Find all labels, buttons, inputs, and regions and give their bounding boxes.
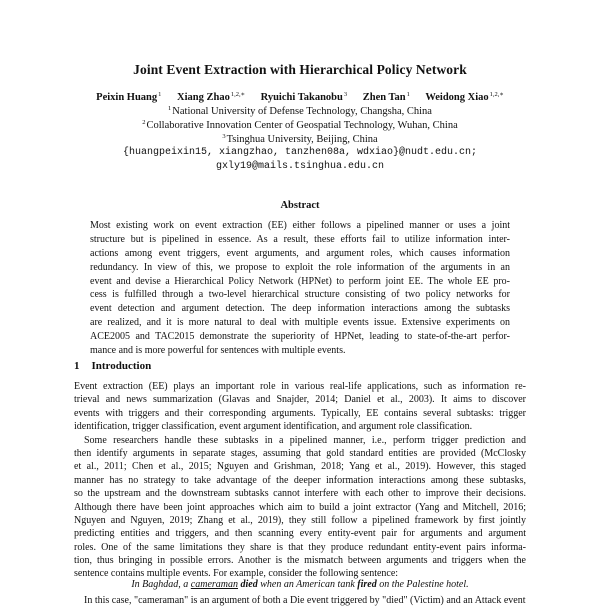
- example-trigger: died: [240, 579, 258, 590]
- affiliation-number: 2: [142, 119, 146, 126]
- abstract-line: event and devise a Hierarchical Policy Network (HPNet) to perform joint EE. The whole EE pro-: [90, 275, 510, 287]
- author-affiliation-mark: 1,2,∗: [489, 91, 504, 98]
- author-affiliation-mark: 3: [343, 91, 348, 98]
- body-line: trieval and news summarization (Glavas and Snajder, 2014; Daniel et al., 2003). It aims to discover: [74, 394, 526, 406]
- affiliation-text: National University of Defense Technology, Changsha, China: [172, 106, 432, 117]
- section-number: 1: [74, 360, 80, 372]
- abstract-line: are realized, and it is more natural to deal with multiple events issue. Extensive experiments on: [90, 317, 510, 329]
- abstract-body: [90, 219, 510, 358]
- author-name: Peixin Huang: [96, 92, 158, 103]
- affiliation-text: Collaborative Innovation Center of Geospatial Technology, Wuhan, China: [146, 120, 458, 131]
- author-name: Xiang Zhao: [177, 92, 230, 103]
- author-list: [0, 90, 600, 103]
- example-argument: cameraman: [190, 579, 239, 590]
- affiliation-text: Tsinghua University, Beijing, China: [226, 134, 378, 145]
- body-line: events with triggers and their corresponding arguments. Typically, EE contains several subtasks: trigger: [74, 407, 526, 419]
- abstract-line: Most existing work on event extraction (EE) either follows a pipelined manner or uses a joint: [90, 220, 510, 231]
- email-line: gxly19@mails.tsinghua.edu.cn: [215, 161, 385, 172]
- paper-title: Joint Event Extraction with Hierarchical Policy Network: [133, 62, 467, 77]
- body-line: manner has no strategy to take advantage of the deeper information interactions among these subtasks,: [74, 474, 526, 486]
- affiliation-number: 1: [168, 105, 172, 112]
- body-line: roles. One of the same limitations they share is that they produce redundant entity-event pairs informa-: [74, 541, 526, 553]
- example-text: when an American tank: [257, 579, 358, 590]
- abstract-heading: Abstract: [280, 200, 320, 211]
- body-line: et al., 2011; Chen et al., 2015; Nguyen and Grishman, 2018; Yang et al., 2019). However, this staged: [74, 461, 526, 473]
- author-name: Weidong Xiao: [425, 92, 489, 103]
- body-line: tion, thus bringing in possible errors. Another is the mismatch between arguments and triggers when the: [74, 555, 526, 567]
- example-text: In Baghdad, a: [131, 579, 191, 590]
- example-text: on the Palestine hotel.: [376, 579, 469, 590]
- author-name: Ryuichi Takanobu: [260, 92, 343, 103]
- affiliation-number: 3: [222, 133, 226, 140]
- author-affiliation-mark: 1,2,∗: [230, 91, 245, 98]
- abstract-line: event detection and argument detection. The deep information interactions among the subtasks: [90, 303, 510, 315]
- email-line: {huangpeixin15, xiangzhao, tanzhen08a, wdxiao}@nudt.edu.cn;: [122, 147, 478, 158]
- example-sentence: [0, 579, 600, 590]
- author-name: Zhen Tan: [362, 92, 406, 103]
- body-line: Nguyen and Nguyen, 2019; Zhang et al., 2019), they still follow a pipelined framework by first jointly: [74, 514, 526, 526]
- abstract-line: mance and is more powerful for sentences with multiple events.: [90, 345, 346, 357]
- affiliation: [0, 133, 600, 145]
- abstract-line: actions among event triggers, event arguments, and argument roles, which causes information: [90, 247, 510, 259]
- body-line: sentence contains multiple events. For example, consider the following sentence:: [74, 568, 399, 580]
- section-heading: [74, 360, 151, 372]
- abstract-line: ACE2005 and TAC2015 demonstrate the superiority of HPNet, leading to state-of-the-art perfor-: [90, 331, 510, 343]
- affiliation: [0, 119, 600, 131]
- cut-off-line: In this case, "cameraman" is an argument of both a Die event triggered by "died" (Victim) and an Attack event: [84, 595, 526, 606]
- body-line: then identify arguments in separate stages, assuming that gold standard entities are provided (McClosky: [74, 447, 526, 459]
- abstract-line: cess is fulfilled through a two-level hierarchical structure consisting of two policy networks for: [90, 289, 510, 301]
- body-line: Event extraction (EE) plays an important role in various real-life applications, such as information re-: [74, 381, 526, 392]
- example-trigger: fired: [357, 579, 377, 590]
- abstract-line: structure but is pipelined in essence. As a result, these efforts fail to utilize information inter-: [90, 233, 510, 245]
- body-line: Some researchers handle these subtasks in a pipelined manner, i.e., perform trigger prediction and: [84, 434, 526, 446]
- author-affiliation-mark: 1: [158, 91, 162, 98]
- section-title: Introduction: [91, 360, 152, 372]
- body-line: identification, trigger classification, event argument identification, and argument role classification.: [74, 421, 473, 433]
- body-line: Although there have been joint approaches which aim to build a joint extractor (Yang and Mitchell, 2016;: [74, 501, 526, 513]
- abstract-line: redundancy. In view of this, we propose to exploit the role information of the arguments in an: [90, 261, 510, 273]
- body-line: predicting entities and triggers, and then scanning every entity-event pair for arguments and argument: [74, 528, 526, 540]
- introduction-body: [74, 380, 526, 581]
- body-line: so the upstream and the downstream subtasks cannot interfere with each other to improve their decisions.: [74, 488, 526, 500]
- author-affiliation-mark: 1: [406, 91, 410, 98]
- affiliation: [0, 105, 600, 117]
